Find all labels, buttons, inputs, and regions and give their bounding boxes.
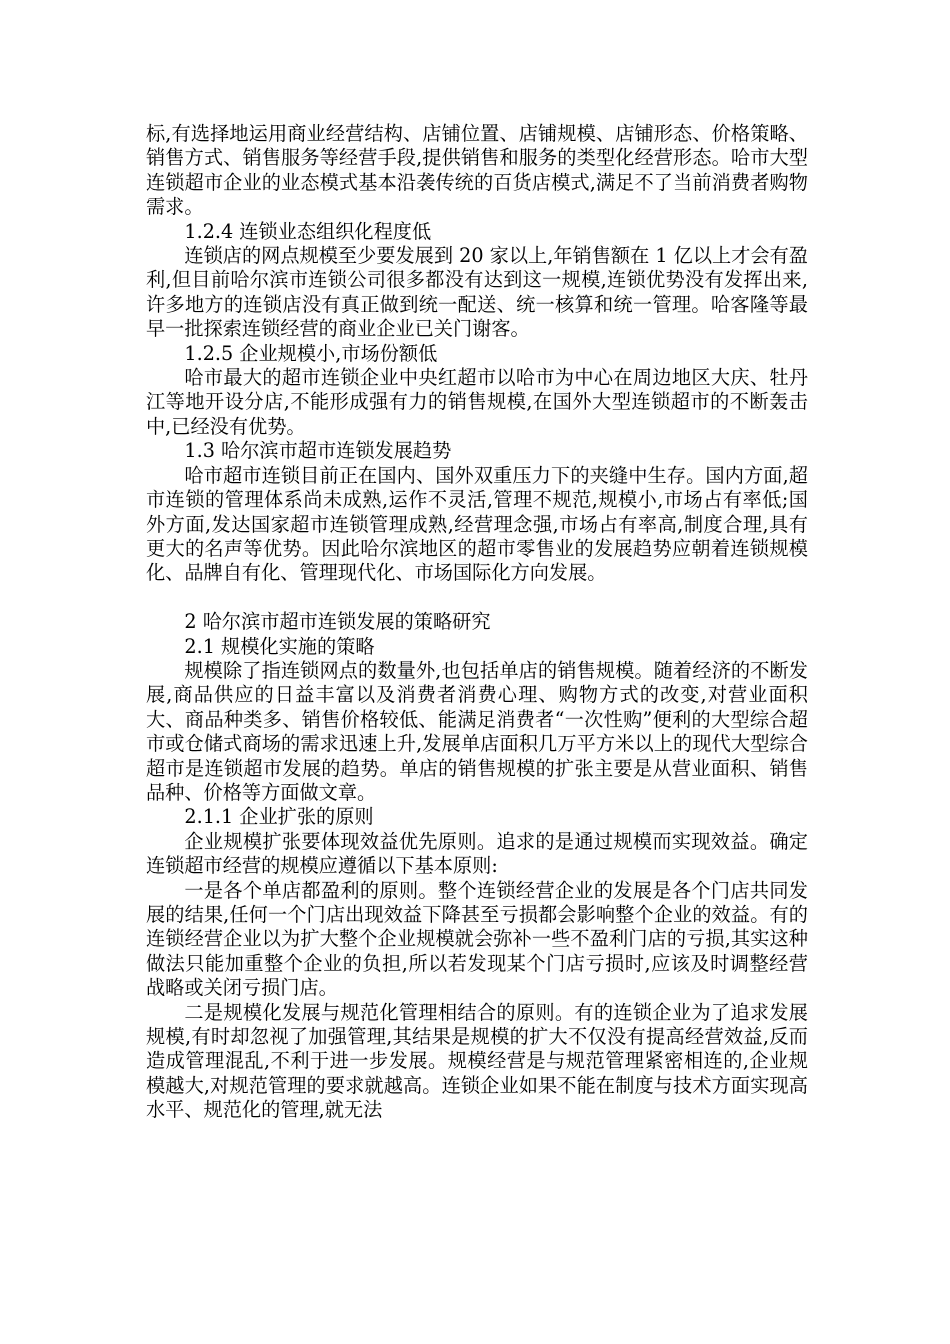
- paragraph-scale-strategy: 规模除了指连锁网点的数量外,也包括单店的销售规模。随着经济的不断发展,商品供应的日益丰富以及消费者消费心理、购物方式的改变,对营业面积大、商品种类多、销售价格较低、能满足消费者“一次性购”便利的大型综合超市或仓储式商场的需求迅速上升,发展单店面积几万平方米以上的现代大型综合超市是连锁超市发展的趋势。单店的销售规模的扩张主要是从营业面积、销售品种、价格等方面做文章。: [146, 658, 808, 804]
- paragraph-continuation: 标,有选择地运用商业经营结构、店铺位置、店铺规模、店铺形态、价格策略、销售方式、销售服务等经营手段,提供销售和服务的类型化经营形态。哈市大型连锁超市企业的业态模式基本沿袭传统的百货店模式,满足不了当前消费者购物需求。: [146, 122, 808, 219]
- paragraph-principle-one: 一是各个单店都盈利的原则。整个连锁经营企业的发展是各个门店共同发展的结果,任何一个门店出现效益下降甚至亏损都会影响整个企业的效益。有的连锁经营企业以为扩大整个企业规模就会弥补一些不盈利门店的亏损,其实这种做法只能加重整个企业的负担,所以若发现某个门店亏损时,应该及时调整经营战略或关闭亏损门店。: [146, 878, 808, 1000]
- paragraph-principle-two: 二是规模化发展与规范化管理相结合的原则。有的连锁企业为了追求发展规模,有时却忽视了加强管理,其结果是规模的扩大不仅没有提高经营效益,反而造成管理混乱,不利于进一步发展。规模经营是与规范管理紧密相连的,企业规模越大,对规范管理的要求就越高。连锁企业如果不能在制度与技术方面实现高水平、规范化的管理,就无法: [146, 1000, 808, 1122]
- section-heading-2: 2 哈尔滨市超市连锁发展的策略研究: [184, 610, 491, 634]
- section-heading-1-2-5: 1.2.5 企业规模小,市场份额低: [184, 341, 438, 365]
- section-heading-2-1: 2.1 规模化实施的策略: [184, 634, 375, 658]
- section-heading-1-3: 1.3 哈尔滨市超市连锁发展趋势: [184, 439, 452, 463]
- section-heading-1-2-4: 1.2.4 连锁业态组织化程度低: [184, 219, 432, 243]
- section-heading-2-1-1: 2.1.1 企业扩张的原则: [184, 805, 374, 829]
- blank-line: [146, 586, 808, 610]
- paragraph-development-trend: 哈市超市连锁目前正在国内、国外双重压力下的夹缝中生存。国内方面,超市连锁的管理体系尚未成熟,运作不灵活,管理不规范,规模小,市场占有率低;国外方面,发达国家超市连锁管理成熟,经营理念强,市场占有率高,制度合理,具有更大的名声等优势。因此哈尔滨地区的超市零售业的发展趋势应朝着连锁规模化、品牌自有化、管理现代化、市场国际化方向发展。: [146, 463, 808, 585]
- paragraph-market-share: 哈市最大的超市连锁企业中央红超市以哈市为中心在周边地区大庆、牡丹江等地开设分店,不能形成强有力的销售规模,在国外大型连锁超市的不断轰击中,已经没有优势。: [146, 366, 808, 438]
- document-page: [146, 122, 808, 1123]
- paragraph-expansion-principle: 企业规模扩张要体现效益优先原则。追求的是通过规模而实现效益。确定连锁超市经营的规模应遵循以下基本原则:: [146, 829, 808, 878]
- paragraph-chain-scale: 连锁店的网点规模至少要发展到 20 家以上,年销售额在 1 亿以上才会有盈利,但目前哈尔滨市连锁公司很多都没有达到这一规模,连锁优势没有发挥出来,许多地方的连锁店没有真正做到统一配送、统一核算和统一管理。哈客隆等最早一批探索连锁经营的商业企业已关门谢客。: [146, 244, 808, 341]
